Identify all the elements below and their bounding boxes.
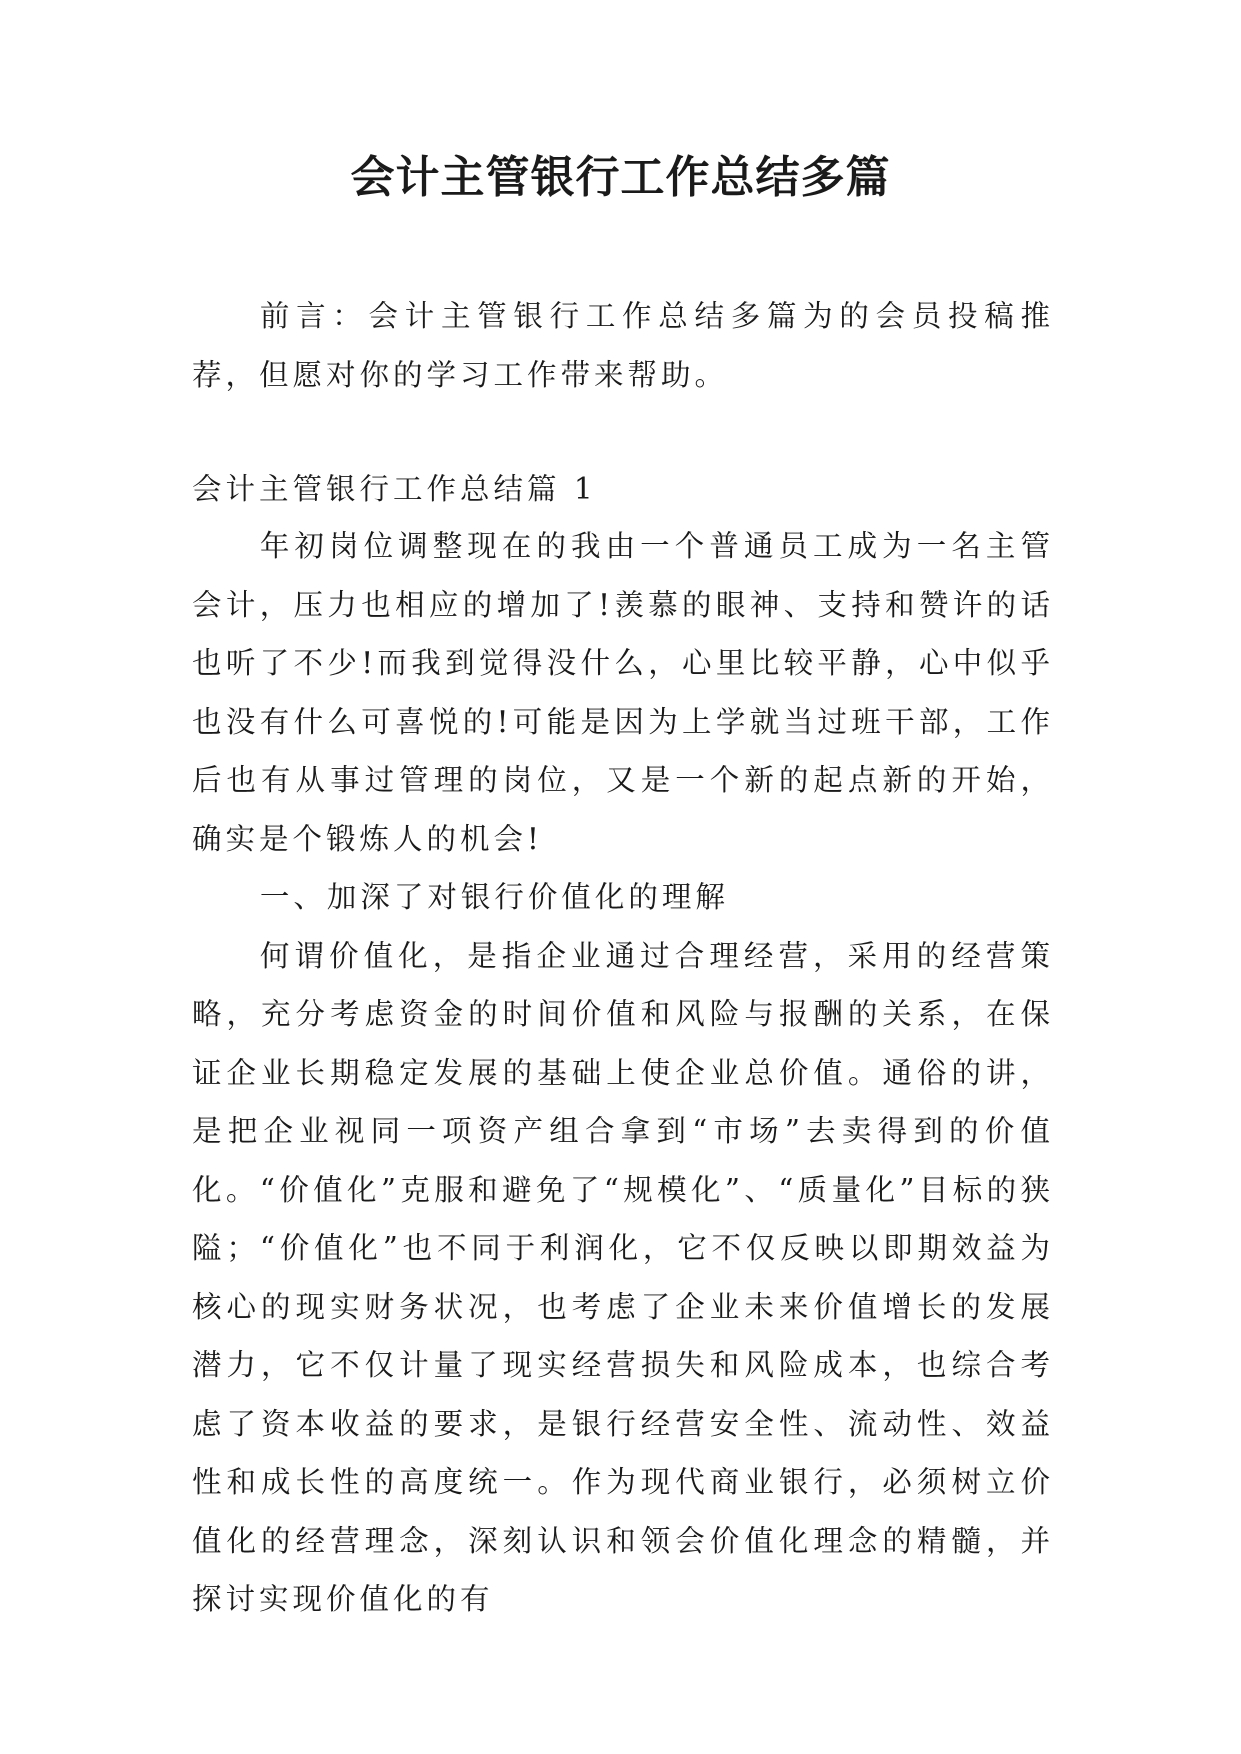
preface-paragraph: 前言：会计主管银行工作总结多篇为的会员投稿推荐，但愿对你的学习工作带来帮助。 <box>192 299 1054 392</box>
article-heading: 会计主管银行工作总结篇 1 <box>192 472 597 506</box>
preface-block <box>192 287 1054 404</box>
body-paragraph-2: 何谓价值化，是指企业通过合理经营，采用的经营策略，充分考虑资金的时间价值和风险与报酬的关系，在保证企业长期稳定发展的基础上使企业总价值。通俗的讲，是把企业视同一项资产组合拿到“市场”去卖得到的价值化。“价值化”克服和避免了“规模化”、“质量化”目标的狭隘；“价值化”也不同于利润化，它不仅反映以即期效益为核心的现实财务状况，也考虑了企业未来价值增长的发展潜力，它不仅计量了现实经营损失和风险成本，也综合考虑了资本收益的要求，是银行经营安全性、流动性、效益性和成长性的高度统一。作为现代商业银行，必须树立价值化的经营理念，深刻认识和领会价值化理念的精髓，并探讨实现价值化的有 <box>192 938 1054 1616</box>
document-title: 会计主管银行工作总结多篇 <box>350 152 891 203</box>
section-subheading: 一、加深了对银行价值化的理解 <box>259 880 729 914</box>
article-body <box>192 517 1054 1629</box>
body-paragraph-1: 年初岗位调整现在的我由一个普通员工成为一名主管会计，压力也相应的增加了!羡慕的眼神、支持和赞许的话也听了不少!而我到觉得没什么，心里比较平静，心中似乎也没有什么可喜悦的!可能是因为上学就当过班干部，工作后也有从事过管理的岗位，又是一个新的起点新的开始，确实是个锻炼人的机会! <box>192 529 1054 856</box>
article-heading-block <box>192 460 1054 519</box>
